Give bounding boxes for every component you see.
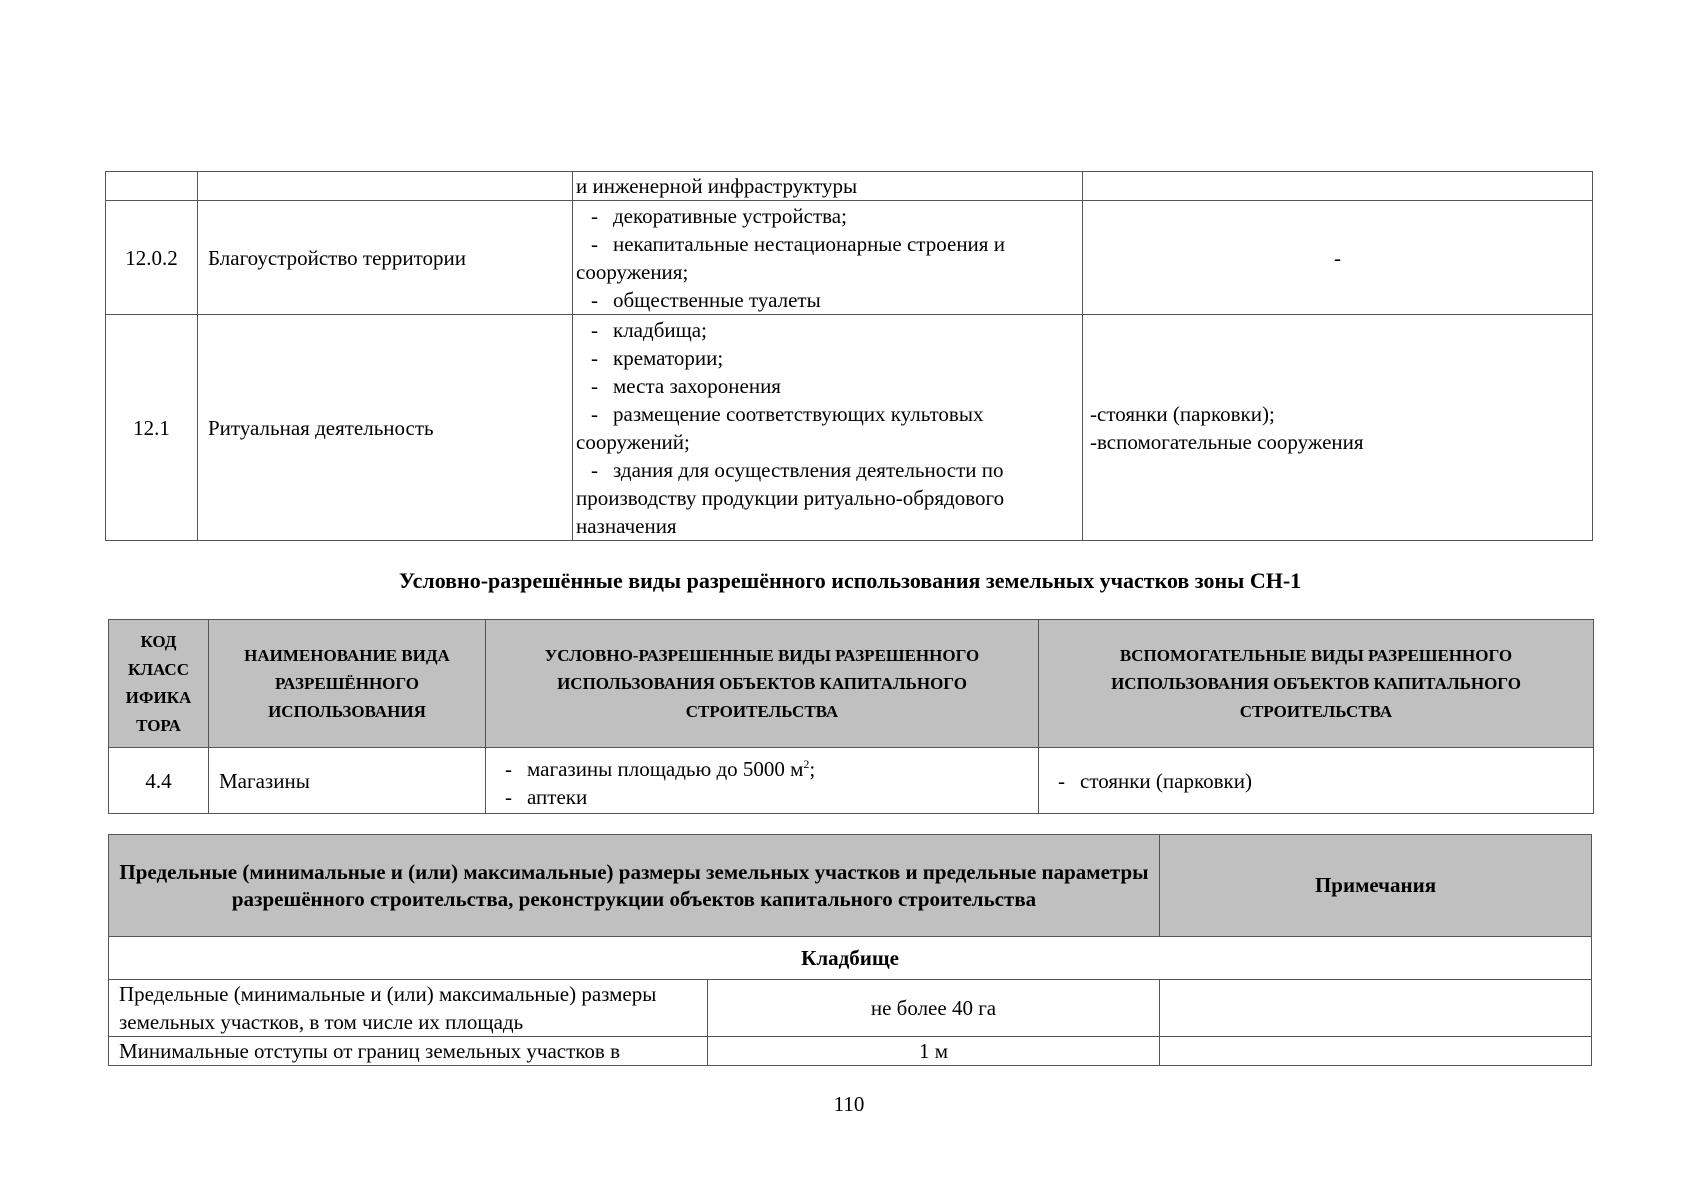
section-heading: Условно-разрешённые виды разрешённого использования земельных участков зоны СН-1 (398, 568, 1302, 593)
list-item (576, 344, 1079, 372)
param-cell: Минимальные отступы от границ земельных участков в (109, 1037, 708, 1066)
list-item (576, 286, 1079, 314)
section-row (109, 937, 1592, 980)
list-item-text: стоянки (парковки) (1080, 768, 1252, 793)
aux-line: -вспомогательные сооружения (1090, 429, 1364, 454)
list-dash: - (591, 401, 598, 426)
code-cell (106, 172, 198, 201)
list-item-text: магазины площадью до 5000 м (527, 757, 804, 781)
header-parameters: Предельные (минимальные и (или) максимальные) размеры земельных участков и предельные параметры разрешённого строительства, реконструкции объектов капитального строительства (109, 835, 1160, 937)
list-item (576, 400, 1079, 456)
table-row (109, 748, 1594, 814)
header-code: КОД КЛАСС ИФИКА ТОРА (109, 620, 209, 748)
list-dash: - (505, 785, 512, 809)
table-row (109, 980, 1592, 1037)
name-cell: Благоустройство территории (198, 201, 573, 315)
list-item (576, 456, 1079, 540)
list-item: и инженерной инфраструктуры (576, 174, 858, 198)
header-name: НАИМЕНОВАНИЕ ВИДА РАЗРЕШЁННОГО ИСПОЛЬЗОВАНИЯ (209, 620, 486, 748)
list-dash: - (591, 373, 598, 398)
conditional-uses-table (108, 619, 1594, 814)
superscript: 2 (803, 757, 810, 771)
header-conditional-uses: УСЛОВНО-РАЗРЕШЕННЫЕ ВИДЫ РАЗРЕШЕННОГО ИСПОЛЬЗОВАНИЯ ОБЪЕКТОВ КАПИТАЛЬНОГО СТРОИТЕЛЬСТВА (486, 620, 1039, 748)
list-item-text: здания для осуществления деятельности по производству продукции ритуально-обрядового назначения (576, 457, 1005, 538)
aux-cell (1039, 748, 1594, 814)
list-item-text: аптеки (527, 785, 588, 809)
note-cell (1160, 1037, 1592, 1066)
header-aux-uses: ВСПОМОГАТЕЛЬНЫЕ ВИДЫ РАЗРЕШЕННОГО ИСПОЛЬЗОВАНИЯ ОБЪЕКТОВ КАПИТАЛЬНОГО СТРОИТЕЛЬСТВА (1039, 620, 1594, 748)
list-item-text: общественные туалеты (613, 287, 821, 312)
list-dash: - (591, 203, 598, 228)
list-dash: - (505, 757, 512, 781)
list-item-text: места захоронения (613, 373, 781, 398)
table-row (109, 1037, 1592, 1066)
permitted-uses-table-continued (105, 171, 1593, 541)
code-cell: 12.0.2 (106, 201, 198, 315)
uses-cell (573, 201, 1083, 315)
list-item-text: размещение соответствующих культовых сооружений; (576, 401, 984, 454)
aux-line: -стоянки (парковки); (1090, 401, 1275, 426)
aux-cell: - (1083, 201, 1593, 315)
list-dash: - (591, 345, 598, 370)
uses-cell (573, 315, 1083, 541)
value-cell: не более 40 га (708, 980, 1160, 1037)
list-item (490, 750, 1028, 783)
parameters-table (108, 834, 1592, 1066)
name-cell (198, 172, 573, 201)
list-item-text: крематории; (613, 345, 724, 370)
code-cell: 12.1 (106, 315, 198, 541)
name-cell: Магазины (209, 748, 486, 814)
table-header-row (109, 620, 1594, 748)
uses-cell (486, 748, 1039, 814)
list-item-text: некапитальные нестационарные строения и сооружения; (576, 231, 1005, 284)
list-dash: - (591, 317, 598, 342)
table-row (106, 201, 1593, 315)
list-dash: - (1058, 768, 1065, 793)
param-cell: Предельные (минимальные и (или) максимальные) размеры земельных участков, в том числе их площадь (109, 980, 708, 1037)
aux-cell (1083, 315, 1593, 541)
list-item (576, 202, 1079, 230)
list-item (490, 783, 1028, 811)
table-row (106, 172, 1593, 201)
page-number: 110 (833, 1092, 865, 1116)
header-notes: Примечания (1160, 835, 1592, 937)
section-title: Кладбище (109, 937, 1592, 980)
list-item (576, 372, 1079, 400)
list-item-text: кладбища; (613, 317, 707, 342)
list-dash: - (591, 287, 598, 312)
table-row (106, 315, 1593, 541)
note-cell (1160, 980, 1592, 1037)
list-dash: - (591, 457, 598, 482)
table-header-row (109, 835, 1592, 937)
name-cell: Ритуальная деятельность (198, 315, 573, 541)
list-item (576, 230, 1079, 286)
value-cell: 1 м (708, 1037, 1160, 1066)
list-dash: - (591, 231, 598, 256)
aux-cell (1083, 172, 1593, 201)
code-cell: 4.4 (109, 748, 209, 814)
list-item-text: декоративные устройства; (613, 203, 847, 228)
list-item-tail: ; (809, 757, 816, 781)
list-item (576, 316, 1079, 344)
uses-cell (573, 172, 1083, 201)
